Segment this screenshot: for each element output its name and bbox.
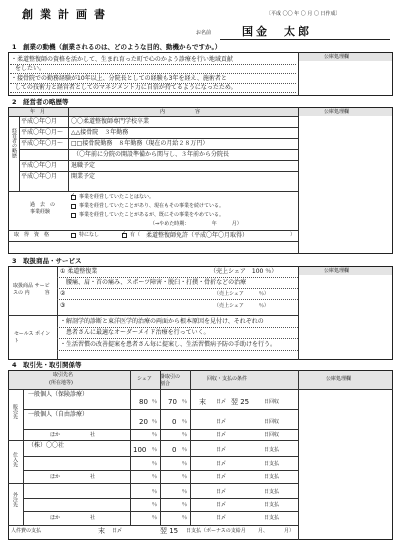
sec4-office-label: 公庫処理欄	[326, 376, 352, 382]
sec2-office-label: 公庫処理欄	[324, 109, 350, 115]
sec1-motive-2b: しての技術力と経営者としてのマネジメント力に自信が持てるようになったため。	[15, 84, 237, 91]
col-content: 内 容	[160, 109, 201, 115]
outsource-side-label: 外注先	[12, 492, 18, 507]
sec4-heading: 4 取引先・取引関係等	[12, 361, 82, 369]
product-2-share: （売上シェア ％）	[214, 291, 269, 297]
qualification-text: 柔道整復師免許（平成〇年〇月取得）	[146, 232, 249, 239]
applicant-name: 国金 太郎	[242, 25, 312, 38]
purchase-side-label: 仕入先	[12, 452, 18, 467]
career-date-1: 平成〇年〇月	[21, 118, 58, 125]
career-text-5: 退職予定	[71, 162, 96, 169]
career-side-label: 経営者の略歴	[11, 128, 17, 158]
past-exp-option-2: 事業を経営していたことがあり、現在もその事業を続けている。	[79, 203, 225, 209]
qual-none-label: 特になし	[79, 232, 100, 238]
career-text-3: □□接骨院勤務 ８年勤務（現在の月給２８万円）	[71, 140, 209, 147]
sec3-office-label: 公庫処理欄	[324, 268, 350, 274]
product-3-share: （売上シェア ％）	[214, 303, 269, 309]
sales-point-1a: ・解剖学的診断と東洋医学的治療の両面から根本原因を見付け、それぞれの	[60, 318, 264, 325]
col-credit-ratio: 掛取引の割合	[160, 374, 181, 387]
past-exp-check-mark: ✓	[70, 192, 76, 199]
career-text-2: △△接骨院 ３年勤務	[71, 129, 129, 136]
product-1-detail: 腰痛、肩・首の痛み、スポーツ障害・脱臼・打撲・骨折などの治療	[66, 279, 247, 286]
col-partner-name: 取引先名	[53, 372, 74, 378]
qual-none-checkbox[interactable]	[71, 233, 76, 238]
sec1-heading: 1 創業の動機（創業されるのは、どのような目的、動機からですか。）	[12, 43, 222, 51]
col-terms: 回収・支払の条件	[207, 376, 248, 382]
career-text-4: （〇年前に分院の開設準備から関与し、３年前から分院長	[73, 151, 230, 158]
purchase-other-label: ほか	[50, 474, 61, 480]
labor-pay-day: 翌 15	[160, 527, 179, 535]
qualification-label: 取 得 資 格	[14, 232, 50, 238]
career-date-3: 平成〇年〇月～	[21, 140, 64, 147]
sec1-motive-2a: ・接骨院での勤務経験が10年以上、分院長としての経験も3年を経え、施術者と	[11, 75, 227, 82]
sales-1-share: 80	[139, 398, 148, 406]
col-partner-address: (所在地等)	[49, 380, 73, 386]
career-date-6: 平成〇年〇月	[21, 173, 58, 180]
sales-point-label: セールス ポイント	[14, 331, 51, 344]
product-1-share: （売上シェア 100 ％）	[210, 268, 278, 275]
sales-point-2: ・生活習慣の改善提案を患者さん毎に提案し、生活習慣病予防の手助けを行う。	[60, 341, 277, 348]
past-exp-current-checkbox[interactable]	[71, 204, 76, 209]
col-year: 年 月	[30, 109, 46, 115]
sales-1-close-day: 末	[199, 398, 206, 406]
career-date-5: 平成〇年〇月	[21, 162, 58, 169]
past-exp-ended-checkbox[interactable]	[71, 213, 76, 218]
product-1: ① 柔道整復業	[60, 268, 98, 275]
sales-1-credit: 70	[168, 398, 177, 406]
career-text-1: 〇〇柔道整復師専門学校卒業	[71, 118, 150, 125]
name-underline	[220, 39, 390, 40]
sec1-motive-1b: をしたい。	[15, 65, 46, 72]
sales-2-credit: 0	[172, 418, 177, 426]
products-label: 取扱商品 サービスの 内 容	[13, 283, 50, 296]
sales-1-collect-day: 翌 25	[231, 398, 250, 406]
sales-2-share: 20	[139, 418, 148, 426]
sales-point-1b: 患者さんに最適なオーダーメイド治療を行っていく。	[66, 329, 210, 336]
sec3-heading: 3 取扱商品・サービス	[12, 257, 82, 265]
product-2: ②	[60, 290, 66, 297]
past-exp-option-3: 事業を経営していたことがあるが、既にその事業をやめている。	[79, 212, 225, 218]
labor-cost-label: 人件費の支払	[11, 528, 42, 534]
document-title: 創業計画書	[22, 8, 112, 21]
qual-yes-check-mark: ✓	[121, 230, 127, 237]
past-exp-end-date: （⇒やめた時期： 年 月）	[150, 221, 242, 227]
sales-other-label: ほか	[50, 432, 61, 438]
purchase-1-credit: 0	[172, 446, 177, 454]
purchase-1-name: （株）〇〇社	[28, 442, 65, 449]
sales-side-label: 販売先	[12, 404, 18, 419]
career-text-6: 開業予定	[71, 173, 96, 180]
sales-2-name: 一般個人（自由診療）	[28, 411, 89, 418]
labor-close-day: 末	[98, 527, 105, 535]
qual-yes-label: 有（	[130, 232, 141, 238]
outsource-other-label: ほか	[50, 515, 61, 521]
qual-close-paren: ）	[290, 232, 296, 238]
past-experience-label: 過 去 の 事業経験	[30, 202, 56, 215]
sec2-heading: 2 経営者の略歴等	[12, 98, 69, 106]
creation-date: 〔平成 〇〇 年 〇 月 〇 日作成〕	[266, 11, 341, 17]
sales-1-name: 一般個人（保険診療）	[28, 391, 89, 398]
past-exp-option-1: 事業を経営していたことはない。	[79, 194, 155, 200]
sec1-motive-1a: ・柔道整復師の資格を活かして、生まれ育った町で心のかよう診療を行い地域貢献	[11, 56, 233, 63]
col-share: シェア	[137, 376, 152, 382]
sec1-office-label: 公庫処理欄	[324, 54, 350, 60]
career-date-2: 平成〇年〇月～	[21, 129, 64, 136]
product-3: ③	[60, 302, 66, 309]
name-label: お名前	[196, 30, 212, 36]
purchase-1-share: 100	[133, 446, 147, 454]
